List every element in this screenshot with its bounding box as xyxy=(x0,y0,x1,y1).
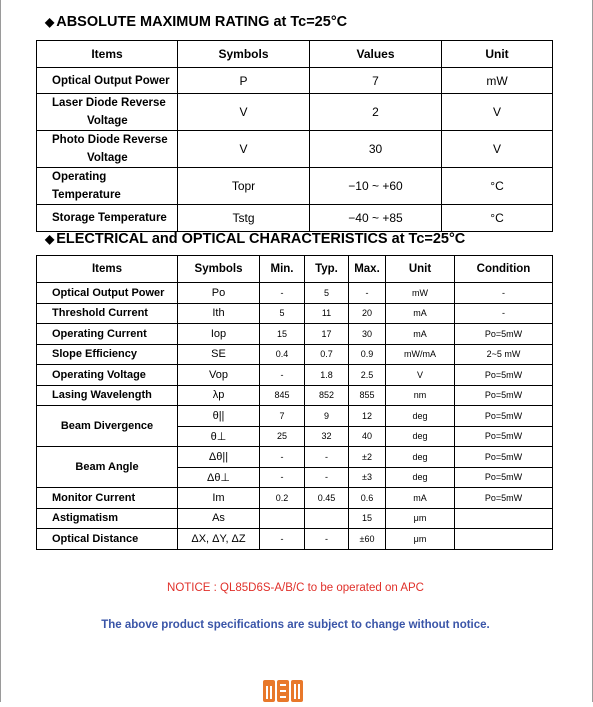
row-min: 5 xyxy=(260,303,305,324)
row-condition: - xyxy=(455,283,553,304)
absolute-max-rating-table xyxy=(36,40,553,232)
company-logo-icon xyxy=(263,677,303,707)
row-item-group: Beam Divergence xyxy=(37,406,178,447)
elec-section-title xyxy=(45,231,465,247)
row-item-line1: Laser Diode Reverse xyxy=(52,97,166,109)
row-typ: - xyxy=(305,529,349,550)
row-min: 15 xyxy=(260,324,305,345)
row-max: 30 xyxy=(349,324,386,345)
row-item: Optical Output Power xyxy=(37,68,178,94)
row-min: 845 xyxy=(260,385,305,406)
row-item: Operating Current xyxy=(37,324,178,345)
row-item xyxy=(37,131,178,168)
row-symbol: Po xyxy=(178,283,260,304)
table-row xyxy=(37,406,553,427)
table-row xyxy=(37,131,553,168)
row-symbol: Ith xyxy=(178,303,260,324)
table-row xyxy=(37,508,553,529)
row-unit: deg xyxy=(386,426,455,447)
table-row xyxy=(37,529,553,550)
row-value: −10 ~ +60 xyxy=(310,168,442,205)
row-value: −40 ~ +85 xyxy=(310,205,442,232)
row-max: 20 xyxy=(349,303,386,324)
row-max: - xyxy=(349,283,386,304)
header-min: Min. xyxy=(260,256,305,283)
row-unit: μm xyxy=(386,508,455,529)
row-typ: 32 xyxy=(305,426,349,447)
row-symbol: V xyxy=(178,94,310,131)
row-unit: mW xyxy=(386,283,455,304)
row-item-line2: Voltage xyxy=(87,152,128,164)
table-row xyxy=(37,488,553,509)
row-max: ±2 xyxy=(349,447,386,468)
row-unit: mW xyxy=(442,68,553,94)
row-symbol: As xyxy=(178,508,260,529)
row-max: 855 xyxy=(349,385,386,406)
row-min: - xyxy=(260,529,305,550)
row-condition xyxy=(455,529,553,550)
row-item xyxy=(37,94,178,131)
table-header-row xyxy=(37,256,553,283)
row-max: 12 xyxy=(349,406,386,427)
table-row xyxy=(37,283,553,304)
row-unit: deg xyxy=(386,447,455,468)
table-row xyxy=(37,385,553,406)
row-condition: Po=5mW xyxy=(455,385,553,406)
row-item: Operating Voltage xyxy=(37,365,178,386)
row-symbol: ΔX, ΔY, ΔZ xyxy=(178,529,260,550)
row-unit: mA xyxy=(386,488,455,509)
header-condition: Condition xyxy=(455,256,553,283)
row-unit: mA xyxy=(386,324,455,345)
row-symbol: Iop xyxy=(178,324,260,345)
table-row xyxy=(37,168,553,205)
row-condition xyxy=(455,508,553,529)
row-min: - xyxy=(260,467,305,488)
row-typ xyxy=(305,508,349,529)
row-typ: 17 xyxy=(305,324,349,345)
elec-title-text: ELECTRICAL and OPTICAL CHARACTERISTICS at Tc=25°C xyxy=(56,231,466,247)
table-row xyxy=(37,205,553,232)
row-condition: Po=5mW xyxy=(455,426,553,447)
row-typ: 9 xyxy=(305,406,349,427)
row-min: 7 xyxy=(260,406,305,427)
table-row xyxy=(37,447,553,468)
row-symbol: λp xyxy=(178,385,260,406)
row-typ: - xyxy=(305,467,349,488)
row-item: Optical Output Power xyxy=(37,283,178,304)
diamond-bullet-icon: ◆ xyxy=(45,15,55,29)
row-typ: 11 xyxy=(305,303,349,324)
row-min: 25 xyxy=(260,426,305,447)
table-row xyxy=(37,344,553,365)
row-min: - xyxy=(260,447,305,468)
header-unit: Unit xyxy=(442,41,553,68)
row-unit: deg xyxy=(386,406,455,427)
row-typ: 852 xyxy=(305,385,349,406)
row-item: Lasing Wavelength xyxy=(37,385,178,406)
row-condition: Po=5mW xyxy=(455,447,553,468)
row-symbol: Tstg xyxy=(178,205,310,232)
row-unit: V xyxy=(442,131,553,168)
row-item: Operating Temperature xyxy=(37,168,178,205)
row-symbol: Δθ|| xyxy=(178,447,260,468)
row-unit: mA xyxy=(386,303,455,324)
row-unit: mW/mA xyxy=(386,344,455,365)
row-unit: nm xyxy=(386,385,455,406)
row-symbol: θ|| xyxy=(178,406,260,427)
header-items: Items xyxy=(37,41,178,68)
row-condition: Po=5mW xyxy=(455,406,553,427)
row-typ: - xyxy=(305,447,349,468)
header-unit: Unit xyxy=(386,256,455,283)
header-typ: Typ. xyxy=(305,256,349,283)
row-min: - xyxy=(260,365,305,386)
header-values: Values xyxy=(310,41,442,68)
row-unit: V xyxy=(442,94,553,131)
row-max: 0.9 xyxy=(349,344,386,365)
row-value: 7 xyxy=(310,68,442,94)
row-condition: Po=5mW xyxy=(455,467,553,488)
row-symbol: θ⊥ xyxy=(178,426,260,447)
row-max: 40 xyxy=(349,426,386,447)
row-max: 15 xyxy=(349,508,386,529)
row-max: 0.6 xyxy=(349,488,386,509)
header-symbols: Symbols xyxy=(178,41,310,68)
row-condition: Po=5mW xyxy=(455,324,553,345)
row-condition: 2~5 mW xyxy=(455,344,553,365)
row-item: Threshold Current xyxy=(37,303,178,324)
row-max: ±60 xyxy=(349,529,386,550)
row-item-line1: Photo Diode Reverse xyxy=(52,134,168,146)
row-item: Optical Distance xyxy=(37,529,178,550)
table-header-row xyxy=(37,41,553,68)
row-condition: - xyxy=(455,303,553,324)
row-typ: 5 xyxy=(305,283,349,304)
row-symbol: Vop xyxy=(178,365,260,386)
row-symbol: V xyxy=(178,131,310,168)
spec-change-notice: The above product specifications are subject to change without notice. xyxy=(101,619,490,631)
row-typ: 0.7 xyxy=(305,344,349,365)
row-max: ±3 xyxy=(349,467,386,488)
row-symbol: Δθ⊥ xyxy=(178,467,260,488)
row-unit: deg xyxy=(386,467,455,488)
row-item: Monitor Current xyxy=(37,488,178,509)
electrical-optical-table xyxy=(36,255,553,550)
row-value: 30 xyxy=(310,131,442,168)
table-row xyxy=(37,303,553,324)
diamond-bullet-icon: ◆ xyxy=(45,232,55,246)
header-items: Items xyxy=(37,256,178,283)
row-condition: Po=5mW xyxy=(455,488,553,509)
row-unit: °C xyxy=(442,168,553,205)
row-min: 0.2 xyxy=(260,488,305,509)
row-item: Storage Temperature xyxy=(37,205,178,232)
row-min: 0.4 xyxy=(260,344,305,365)
row-value: 2 xyxy=(310,94,442,131)
row-condition: Po=5mW xyxy=(455,365,553,386)
row-item: Slope Efficiency xyxy=(37,344,178,365)
row-symbol: Topr xyxy=(178,168,310,205)
row-unit: °C xyxy=(442,205,553,232)
company-logo-svg xyxy=(263,677,303,702)
row-item-group: Beam Angle xyxy=(37,447,178,488)
row-symbol: Im xyxy=(178,488,260,509)
header-max: Max. xyxy=(349,256,386,283)
apc-notice: NOTICE : QL85D6S-A/B/C to be operated on APC xyxy=(167,582,424,594)
table-row xyxy=(37,324,553,345)
row-unit: μm xyxy=(386,529,455,550)
row-typ: 1.8 xyxy=(305,365,349,386)
row-min xyxy=(260,508,305,529)
row-item-line2: Voltage xyxy=(87,115,128,127)
row-typ: 0.45 xyxy=(305,488,349,509)
row-unit: V xyxy=(386,365,455,386)
header-symbols: Symbols xyxy=(178,256,260,283)
row-symbol: SE xyxy=(178,344,260,365)
abs-section-title xyxy=(45,14,347,30)
row-min: - xyxy=(260,283,305,304)
table-row xyxy=(37,94,553,131)
row-symbol: P xyxy=(178,68,310,94)
abs-title-text: ABSOLUTE MAXIMUM RATING at Tc=25°C xyxy=(56,14,348,30)
table-row xyxy=(37,68,553,94)
row-max: 2.5 xyxy=(349,365,386,386)
row-item: Astigmatism xyxy=(37,508,178,529)
table-row xyxy=(37,365,553,386)
